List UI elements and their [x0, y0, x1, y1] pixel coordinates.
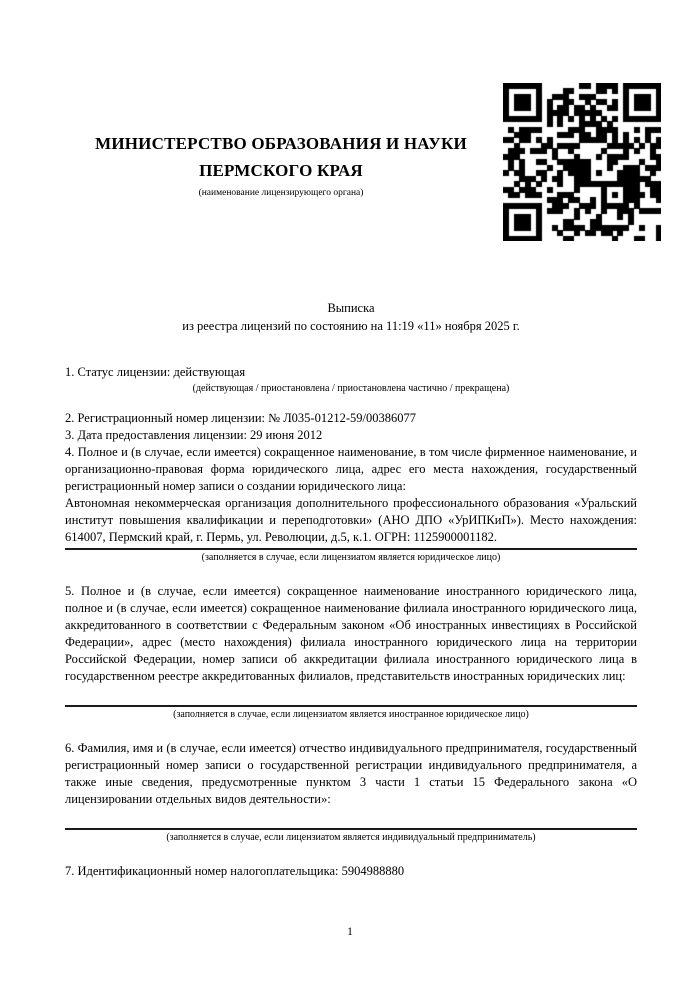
- authority-caption: (наименование лицензирующего органа): [198, 188, 364, 198]
- entrepreneur-caption: (заполняется в случае, если лицензиатом является индивидуальный предприниматель): [166, 832, 536, 843]
- grant-date-item: 3. Дата предоставления лицензии: 29 июня 2012: [65, 428, 323, 442]
- license-status-caption: (действующая / приостановлена / приостановлена частично / прекращена): [192, 383, 510, 394]
- ministry-name-line1: МИНИСТЕРСТВО ОБРАЗОВАНИЯ И НАУКИ: [95, 134, 467, 153]
- inn-item: 7. Идентификационный номер налогоплательщика: 5904988880: [65, 864, 405, 878]
- title-line2: из реестра лицензий по состоянию на 11:19 «11» ноября 2025 г.: [182, 319, 520, 333]
- legal-entity-caption: (заполняется в случае, если лицензиатом является юридическое лицо): [201, 552, 501, 563]
- ministry-name-line2: ПЕРМСКОГО КРАЯ: [199, 161, 363, 180]
- document-title: [65, 299, 637, 335]
- legal-entity-item-text: 4. Полное и (в случае, если имеется) сокращенное наименование, в том числе фирменное наименование, и организационно-правовая форма юридического лица, адрес его места нахождения, государственный регистрационный номер записи о создании юридического лица:: [65, 445, 637, 493]
- registration-number-item: 2. Регистрационный номер лицензии: № Л035-01212-59/00386077: [65, 411, 416, 425]
- licensing-authority-header: [65, 130, 497, 198]
- title-line1: Выписка: [327, 301, 375, 315]
- license-status-item: 1. Статус лицензии: действующая: [65, 365, 246, 379]
- entrepreneur-item-text: 6. Фамилия, имя и (в случае, если имеется) отчество индивидуального предпринимателя, государственный регистрационный номер записи о государственной регистрации индивидуального предпринимателя, а также иные сведения, предусмотренные пунктом 3 части 1 статьи 15 Федерального закона «О лицензировании отдельных видов деятельности»:: [65, 741, 637, 806]
- legal-entity-item-value: Автономная некоммерческая организация дополнительного профессионального образования «Уральский институт повышения квалификации и переподготовки» (АНО ДПО «УрИПКиП»). Место нахождения: 614007, Пермский край, г. Пермь, ул. Революции, д.5, к.1. ОГРН: 1125900001182.: [65, 496, 637, 544]
- foreign-entity-item-text: 5. Полное и (в случае, если имеется) сокращенное наименование иностранного юридического лица, полное и (в случае, если имеется) сокращенное наименование филиала иностранного юридического лица, аккредитованного в соответствии с Федеральным законом «Об иностранных инвестициях в Российской Федерации», адрес (место нахождения) филиала иностранного юридического лица на территории Российской Федерации, номер записи об аккредитации филиала иностранного юридического лица в государственном реестре аккредитованных филиалов, представительств иностранных юридических лиц:: [65, 584, 637, 683]
- qr-code-icon: [503, 83, 661, 241]
- page-number: 1: [347, 926, 353, 938]
- document-body: [65, 364, 637, 880]
- foreign-entity-caption: (заполняется в случае, если лицензиатом является иностранное юридическое лицо): [173, 709, 529, 720]
